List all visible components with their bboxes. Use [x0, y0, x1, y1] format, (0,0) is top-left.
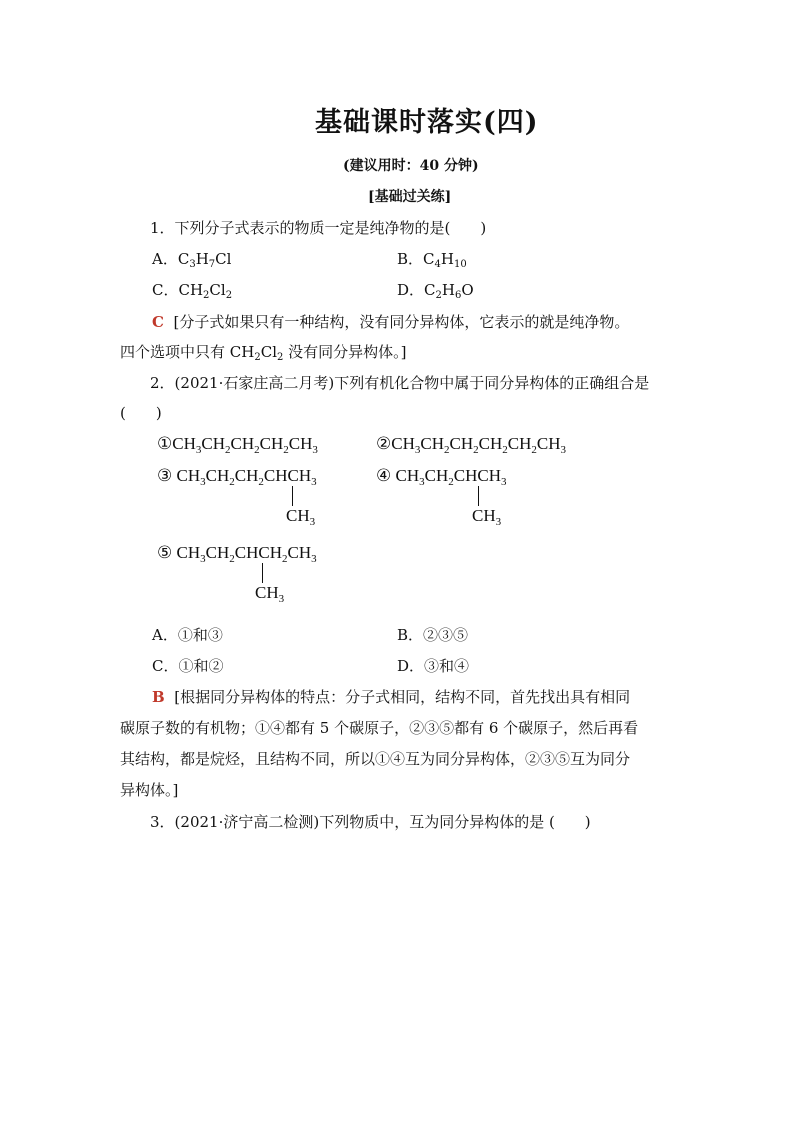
- q1-explanation-line1: [分子式如果只有一种结构，没有同分异构体，它表示的就是纯净物。: [173, 313, 630, 331]
- q1-option-b-formula: $C_4H_{10}$: [423, 250, 467, 270]
- q1-answer: [152, 312, 629, 332]
- q1-option-d: [397, 280, 474, 300]
- q2-explanation-line2: 碳原子数的有机物；①④都有 5 个碳原子，②③⑤都有 6 个碳原子，然后再看: [120, 719, 639, 737]
- q1-option-c-formula: $CH_2Cl_2$: [178, 281, 233, 301]
- q2-answer-letter: B: [152, 688, 165, 706]
- structure-5-branch: $CH_3$: [255, 583, 285, 605]
- structure-3-branch: $CH_3$: [286, 506, 316, 528]
- structure-2: $②CH_3CH_2CH_2CH_2CH_2CH_3$: [376, 434, 566, 456]
- q2-explanation-line3: 其结构，都是烷烃，且结构不同，所以①④互为同分异构体，②③⑤互为同分: [120, 750, 631, 768]
- q1-explanation-line2: [120, 342, 407, 362]
- q3-stem: 3．(2021·济宁高二检测)下列物质中，互为同分异构体的是 ( ): [150, 813, 591, 831]
- structure-5-branch-bond: [262, 563, 263, 583]
- q2-option-d: D．③和④: [397, 657, 470, 675]
- q1-stem: 1．下列分子式表示的物质一定是纯净物的是( ): [150, 219, 487, 237]
- structure-3-number: ③: [157, 466, 173, 485]
- q1-option-d-label: D．: [397, 281, 425, 299]
- time-hint: (建议用时：40 分钟): [343, 158, 479, 174]
- q2-explanation-line4: 异构体。]: [120, 781, 179, 799]
- q1-option-a-label: A．: [152, 250, 178, 268]
- structure-5-number: ⑤: [157, 543, 173, 562]
- section-heading: [基础过关练]: [368, 189, 452, 205]
- q1-option-d-formula: $C_2H_6O$: [424, 281, 474, 301]
- q1-option-a-formula: $C_3H_7Cl$: [177, 250, 232, 270]
- structure-4-branch: $CH_3$: [472, 506, 502, 528]
- q1-explanation-line2-post: 没有同分异构体。]: [283, 343, 407, 361]
- q2-answer: [152, 687, 630, 707]
- page-title: 基础课时落实(四): [315, 107, 539, 138]
- structure-5: ⑤ $CH_3CH_2CHCH_2CH_3$: [157, 543, 317, 565]
- q1-option-b-label: B．: [397, 250, 424, 268]
- structure-1-number: ①: [157, 434, 173, 453]
- structure-4-branch-bond: [478, 486, 479, 506]
- q2-option-a: A．①和③: [152, 626, 223, 644]
- structure-1: $①CH_3CH_2CH_2CH_2CH_3$: [157, 434, 318, 456]
- q1-answer-letter: C: [152, 313, 164, 331]
- q2-option-c: C．①和②: [152, 657, 224, 675]
- structure-3: ③ $CH_3CH_2CH_2CHCH_3$: [157, 466, 317, 488]
- q1-option-c-label: C．: [152, 281, 179, 299]
- structure-4-number: ④: [376, 466, 392, 485]
- q2-stem-line2: ( ): [120, 404, 162, 422]
- structure-3-branch-bond: [292, 486, 293, 506]
- q2-option-b: B．②③⑤: [397, 626, 469, 644]
- q1-option-a: [152, 249, 231, 269]
- q1-option-b: [397, 249, 467, 269]
- q1-explanation-formula: $CH_2Cl_2$: [229, 343, 284, 363]
- q1-option-c: [152, 280, 232, 300]
- q2-stem-line1: 2．(2021·石家庄高二月考)下列有机化合物中属于同分异构体的正确组合是: [150, 374, 650, 392]
- q2-explanation-line1: [根据同分异构体的特点：分子式相同，结构不同，首先找出具有相同: [174, 688, 631, 706]
- structure-2-number: ②: [376, 434, 392, 453]
- structure-4: ④ $CH_3CH_2CHCH_3$: [376, 466, 507, 488]
- q1-explanation-line2-pre: 四个选项中只有: [120, 343, 230, 361]
